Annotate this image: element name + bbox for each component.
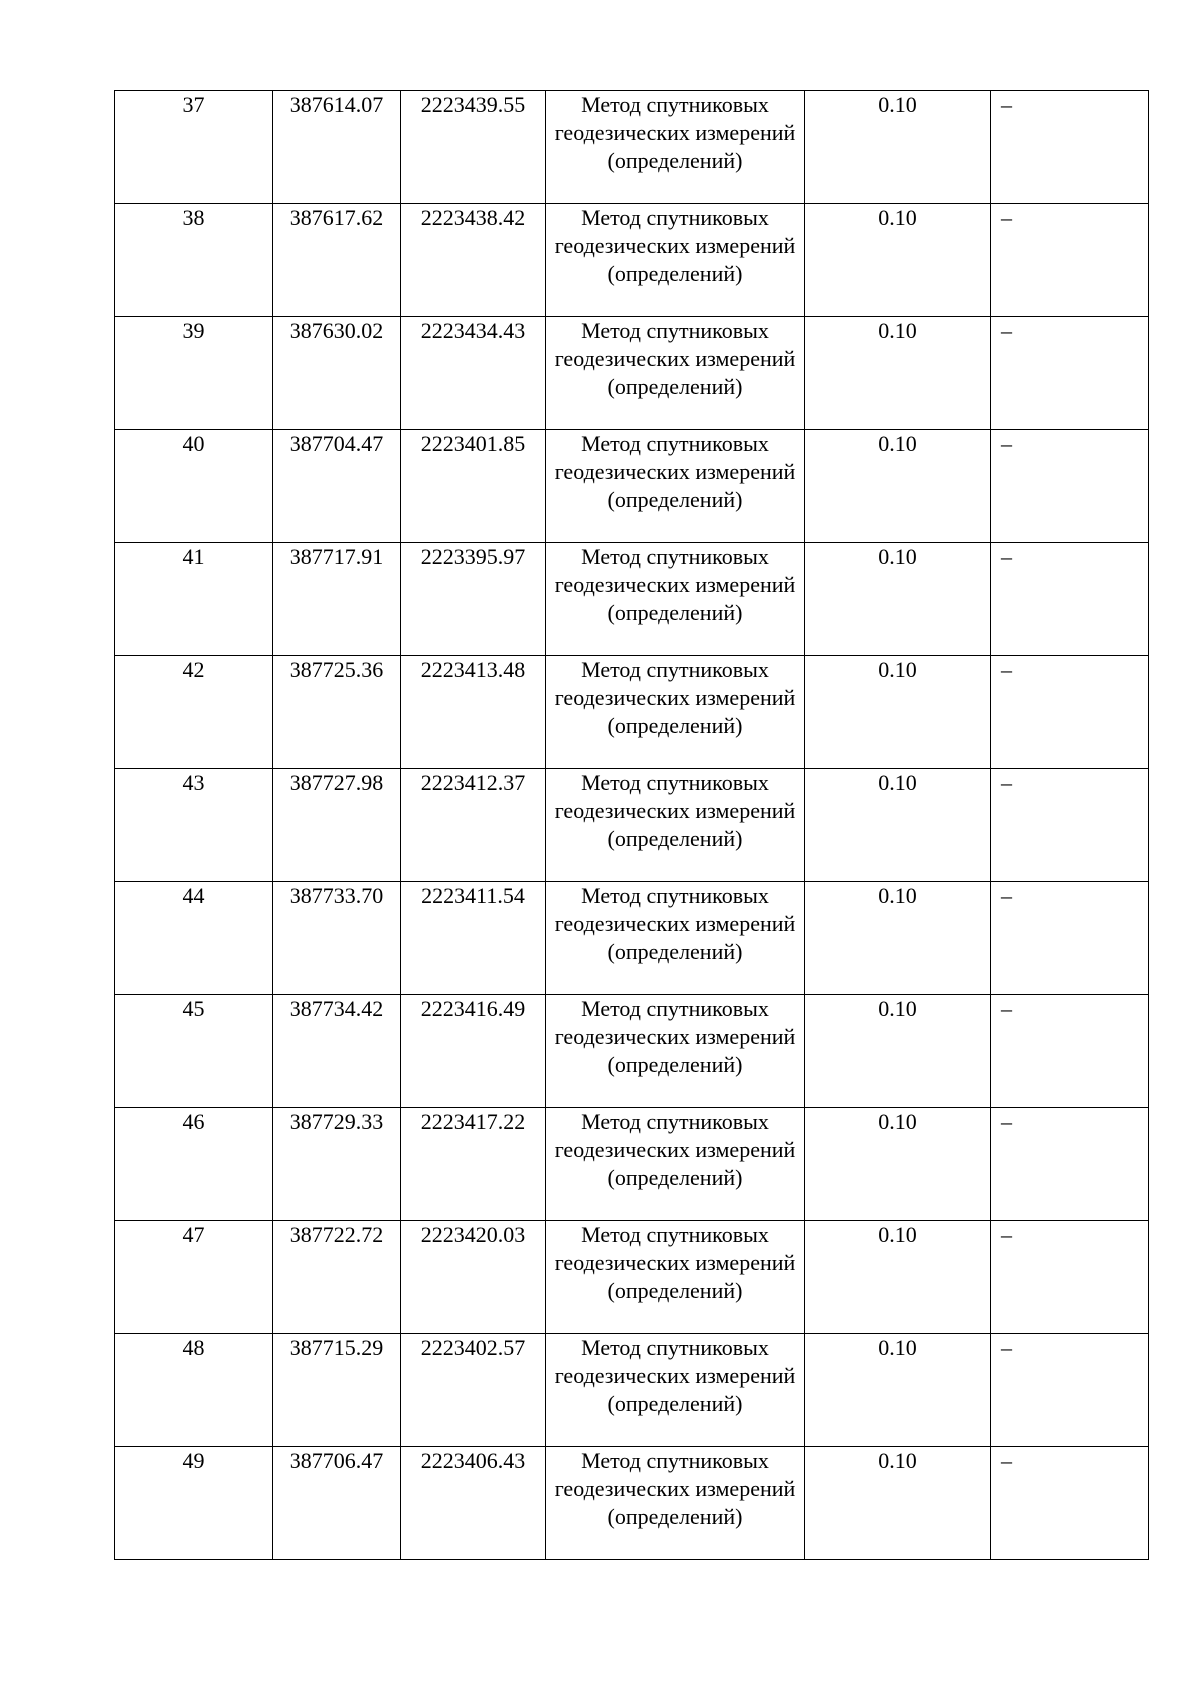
x-coordinate-cell: 387722.72 — [273, 1221, 401, 1334]
note-cell: – — [991, 1108, 1149, 1221]
table-row — [115, 1221, 1149, 1334]
accuracy-cell: 0.10 — [805, 1334, 991, 1447]
x-coordinate-cell: 387734.42 — [273, 995, 401, 1108]
note-cell: – — [991, 1221, 1149, 1334]
point-number-cell: 37 — [115, 91, 273, 204]
note-cell: – — [991, 204, 1149, 317]
point-number-cell: 49 — [115, 1447, 273, 1560]
method-cell: Метод спутниковых геодезических измерений (определений) — [546, 91, 805, 204]
accuracy-cell: 0.10 — [805, 995, 991, 1108]
method-cell: Метод спутниковых геодезических измерений (определений) — [546, 430, 805, 543]
table-row — [115, 995, 1149, 1108]
accuracy-cell: 0.10 — [805, 656, 991, 769]
x-coordinate-cell: 387715.29 — [273, 1334, 401, 1447]
table-row — [115, 317, 1149, 430]
note-cell: – — [991, 1334, 1149, 1447]
x-coordinate-cell: 387717.91 — [273, 543, 401, 656]
table-row — [115, 656, 1149, 769]
table-row — [115, 1334, 1149, 1447]
table-row — [115, 882, 1149, 995]
y-coordinate-cell: 2223411.54 — [401, 882, 546, 995]
point-number-cell: 46 — [115, 1108, 273, 1221]
x-coordinate-cell: 387617.62 — [273, 204, 401, 317]
accuracy-cell: 0.10 — [805, 769, 991, 882]
accuracy-cell: 0.10 — [805, 1108, 991, 1221]
accuracy-cell: 0.10 — [805, 204, 991, 317]
accuracy-cell: 0.10 — [805, 317, 991, 430]
point-number-cell: 48 — [115, 1334, 273, 1447]
x-coordinate-cell: 387614.07 — [273, 91, 401, 204]
method-cell: Метод спутниковых геодезических измерений (определений) — [546, 204, 805, 317]
note-cell: – — [991, 1447, 1149, 1560]
y-coordinate-cell: 2223406.43 — [401, 1447, 546, 1560]
method-cell: Метод спутниковых геодезических измерений (определений) — [546, 1221, 805, 1334]
y-coordinate-cell: 2223420.03 — [401, 1221, 546, 1334]
accuracy-cell: 0.10 — [805, 91, 991, 204]
point-number-cell: 41 — [115, 543, 273, 656]
method-cell: Метод спутниковых геодезических измерений (определений) — [546, 1334, 805, 1447]
y-coordinate-cell: 2223417.22 — [401, 1108, 546, 1221]
y-coordinate-cell: 2223439.55 — [401, 91, 546, 204]
y-coordinate-cell: 2223438.42 — [401, 204, 546, 317]
note-cell: – — [991, 543, 1149, 656]
note-cell: – — [991, 995, 1149, 1108]
note-cell: – — [991, 656, 1149, 769]
table-row — [115, 430, 1149, 543]
x-coordinate-cell: 387729.33 — [273, 1108, 401, 1221]
accuracy-cell: 0.10 — [805, 882, 991, 995]
x-coordinate-cell: 387630.02 — [273, 317, 401, 430]
table-row — [115, 769, 1149, 882]
point-number-cell: 47 — [115, 1221, 273, 1334]
x-coordinate-cell: 387725.36 — [273, 656, 401, 769]
note-cell: – — [991, 882, 1149, 995]
method-cell: Метод спутниковых геодезических измерений (определений) — [546, 656, 805, 769]
x-coordinate-cell: 387704.47 — [273, 430, 401, 543]
y-coordinate-cell: 2223434.43 — [401, 317, 546, 430]
x-coordinate-cell: 387733.70 — [273, 882, 401, 995]
accuracy-cell: 0.10 — [805, 1447, 991, 1560]
note-cell: – — [991, 317, 1149, 430]
accuracy-cell: 0.10 — [805, 1221, 991, 1334]
point-number-cell: 38 — [115, 204, 273, 317]
method-cell: Метод спутниковых геодезических измерений (определений) — [546, 543, 805, 656]
x-coordinate-cell: 387727.98 — [273, 769, 401, 882]
table-row — [115, 91, 1149, 204]
table-row — [115, 1447, 1149, 1560]
point-number-cell: 40 — [115, 430, 273, 543]
point-number-cell: 45 — [115, 995, 273, 1108]
y-coordinate-cell: 2223395.97 — [401, 543, 546, 656]
method-cell: Метод спутниковых геодезических измерений (определений) — [546, 995, 805, 1108]
y-coordinate-cell: 2223413.48 — [401, 656, 546, 769]
method-cell: Метод спутниковых геодезических измерений (определений) — [546, 882, 805, 995]
coordinates-table-body — [115, 91, 1149, 1560]
table-row — [115, 1108, 1149, 1221]
method-cell: Метод спутниковых геодезических измерений (определений) — [546, 317, 805, 430]
method-cell: Метод спутниковых геодезических измерений (определений) — [546, 769, 805, 882]
table-row — [115, 204, 1149, 317]
point-number-cell: 39 — [115, 317, 273, 430]
x-coordinate-cell: 387706.47 — [273, 1447, 401, 1560]
coordinates-table — [114, 90, 1149, 1560]
accuracy-cell: 0.10 — [805, 430, 991, 543]
point-number-cell: 42 — [115, 656, 273, 769]
method-cell: Метод спутниковых геодезических измерений (определений) — [546, 1108, 805, 1221]
y-coordinate-cell: 2223401.85 — [401, 430, 546, 543]
y-coordinate-cell: 2223412.37 — [401, 769, 546, 882]
y-coordinate-cell: 2223416.49 — [401, 995, 546, 1108]
note-cell: – — [991, 430, 1149, 543]
note-cell: – — [991, 91, 1149, 204]
accuracy-cell: 0.10 — [805, 543, 991, 656]
point-number-cell: 44 — [115, 882, 273, 995]
point-number-cell: 43 — [115, 769, 273, 882]
note-cell: – — [991, 769, 1149, 882]
y-coordinate-cell: 2223402.57 — [401, 1334, 546, 1447]
method-cell: Метод спутниковых геодезических измерений (определений) — [546, 1447, 805, 1560]
table-row — [115, 543, 1149, 656]
